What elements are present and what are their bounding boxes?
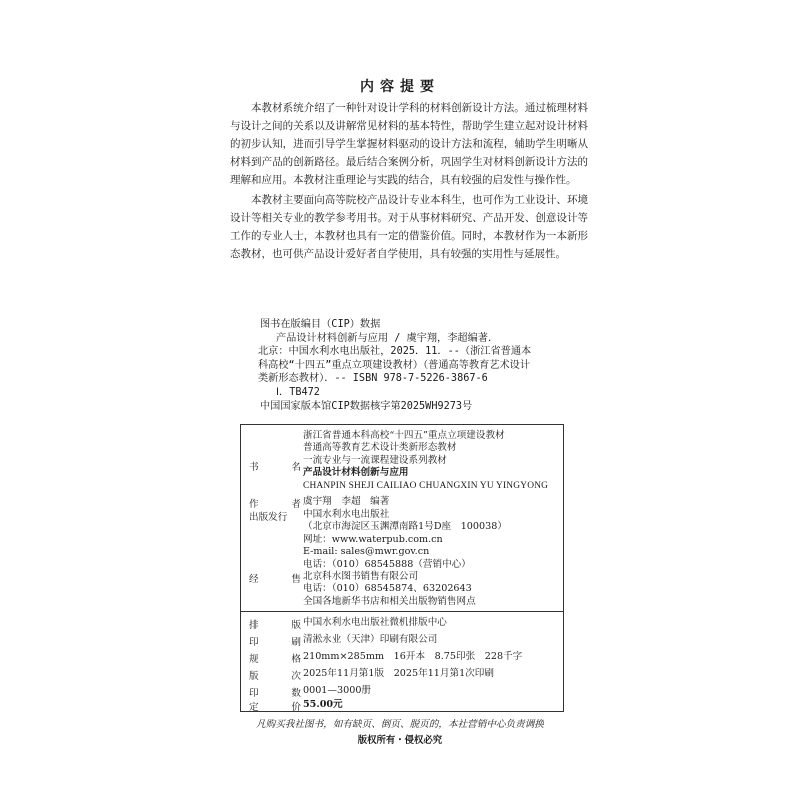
cip-heading: 图书在版编目（CIP）数据 [260,319,381,330]
author-value: 虞宇翔 李超 编著 [303,496,390,507]
copyright-notice: 版权所有・侵权必究 [357,735,443,746]
cip-publication-line: 北京：中国水利水电出版社，2025．11．--（浙江省普通本科高校“十四五”重点立项建设教材）（普通高等教育艺术设计类新形态教材）．-- ISBN 978-7-5226-3867-6 [258,346,532,385]
author-label: 作 者 [249,499,301,510]
spec-label: 印 数 [249,688,301,699]
summary-paragraph: 本教材主要面向高等院校产品设计专业本科生，也可作为工业设计、环境设计等相关专业的教学参考用书。对于从事材料研究、产品开发、创意设计等工作的专业人士，本教材也具有一定的借鉴价值。同时，本教材作为一本新形态教材，也可供产品设计爱好者自学使用，具有较强的实用性与延展性。 [230,194,588,260]
cip-title-line: 产品设计材料创新与应用 / 虞宇翔，李超编著． [276,332,499,344]
summary-body [230,99,588,265]
spec-value: 清淞永业（天津）印刷有限公司 [303,634,438,645]
spec-label: 规 格 [249,654,301,665]
spec-label: 定 价 [249,702,301,713]
distribution-label: 经 售 [249,574,301,585]
info-divider [241,611,563,612]
series-line: 普通高等教育艺术设计类新形态教材 [303,442,457,454]
spec-label: 排 版 [249,620,301,631]
copyright-info-box [240,424,564,712]
summary-title: 内容提要 [360,79,440,95]
series-line: 一流专业与一流课程建设系列教材 [303,454,447,466]
summary-paragraph: 本教材系统介绍了一种针对设计学科的材料创新设计方法。通过梳理材料与设计之间的关系以及讲解常见材料的基本特性，帮助学生建立起对设计材料的初步认知，进而引导学生掌握材料驱动的设计方法和流程，辅助学生明晰从材料到产品的创新路径。最后结合案例分析，巩固学生对材料创新设计方法的理解和应用。本教材注重理论与实践的结合，具有较强的启发性与操作性。 [230,102,588,186]
book-title: 产品设计材料创新与应用 [303,467,409,479]
publisher-label: 出版发行 [249,512,288,523]
price-value: 55.00元 [303,699,343,710]
cip-classification: Ⅰ．TB472 [276,386,320,398]
book-name-label: 书 名 [249,462,301,473]
spec-value: 0001—3000册 [303,685,372,696]
cip-data-block [258,318,540,413]
series-line: 浙江省普通本科高校“十四五”重点立项建设教材 [303,430,505,441]
distribution-value: 北京科水图书销售有限公司 电话：（010）68545874、63202643 全国各地新华书店和相关出版物销售网点 [303,571,476,607]
cip-record-number: 中国国家版本馆CIP数据核字第2025WH9273号 [260,400,473,412]
spec-value: 210mm×285mm 16开本 8.75印张 228千字 [303,651,523,662]
spec-label: 版 次 [249,671,301,682]
replacement-notice: 凡购买我社图书，如有缺页、倒页、脱页的，本社营销中心负责调换 [256,719,544,730]
spec-label: 印 刷 [249,637,301,648]
book-title-pinyin: CHANPIN SHEJI CAILIAO CHUANGXIN YU YINGYONG [303,480,549,491]
spec-value: 2025年11月第1版 2025年11月第1次印刷 [303,668,494,679]
book-name-value [303,430,558,492]
publisher-value: 中国水利水电出版社 （北京市海淀区玉渊潭南路1号D座 100038） 网址：www.waterpub.com.cn E-mail: sales@mwr.gov.cn 电话：（010）68545888（营销中心） [303,509,507,570]
spec-value: 中国水利水电出版社微机排版中心 [303,617,447,628]
